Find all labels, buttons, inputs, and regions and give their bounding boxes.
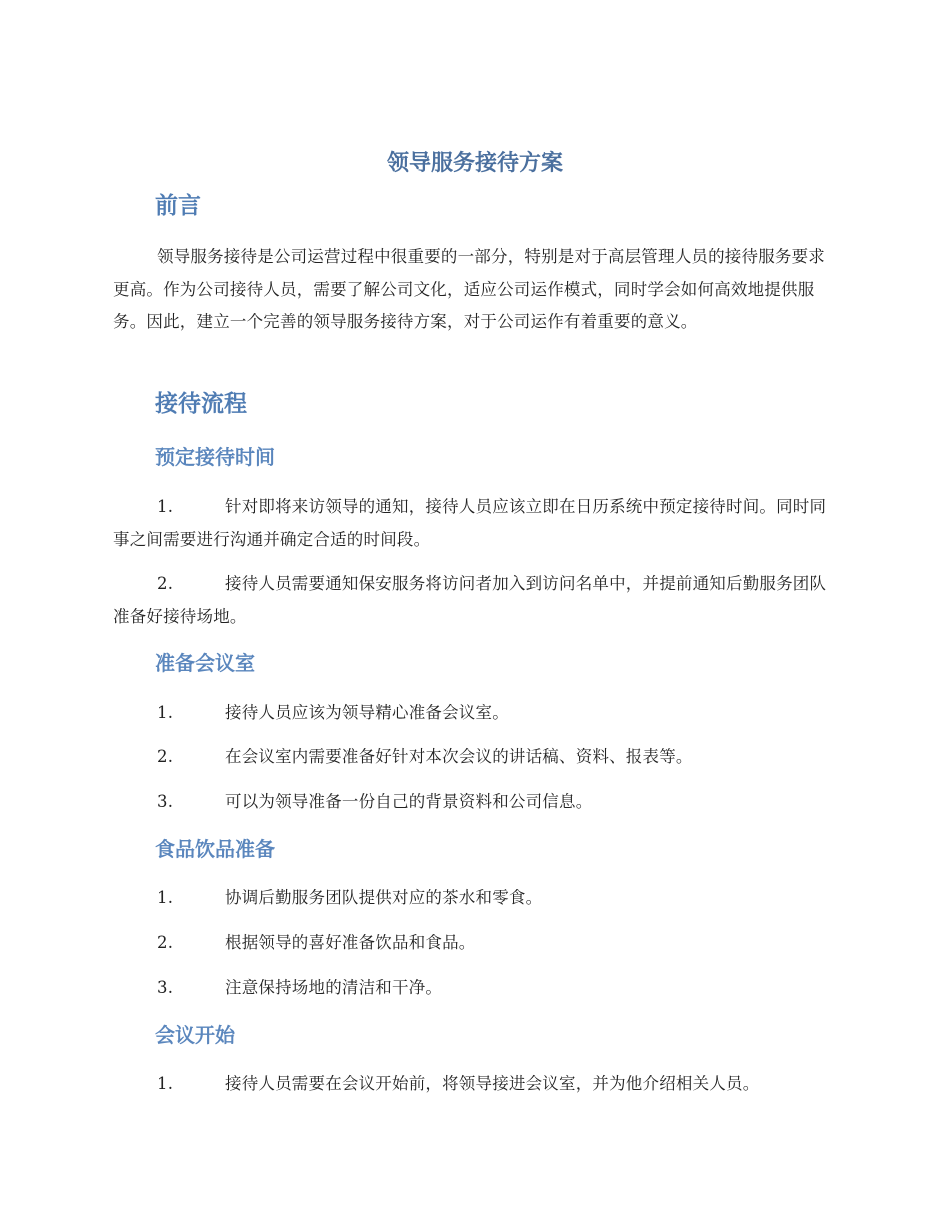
list-item-text: 在会议室内需要准备好针对本次会议的讲话稿、资料、报表等。 <box>225 747 693 766</box>
list-item-number: 2. <box>157 933 174 952</box>
list-item <box>113 927 840 960</box>
list-item <box>113 568 840 633</box>
list-item-text: 协调后勤服务团队提供对应的茶水和零食。 <box>225 888 543 907</box>
list-item-number: 3. <box>157 792 174 811</box>
list-item-text: 接待人员需要通知保安服务将访问者加入到访问名单中，并提前通知后勤服务团队准备好接待场地。 <box>113 574 827 626</box>
document-title: 领导服务接待方案 <box>386 151 563 176</box>
list-item <box>113 697 840 730</box>
list-item <box>113 882 840 915</box>
list-item-text: 根据领导的喜好准备饮品和食品。 <box>225 933 476 952</box>
list-item <box>113 786 840 819</box>
list-item-text: 接待人员需要在会议开始前，将领导接进会议室，并为他介绍相关人员。 <box>225 1074 760 1093</box>
list-item <box>113 1068 840 1101</box>
heading-schedule: 预定接待时间 <box>155 445 275 469</box>
preface-paragraph: 领导服务接待是公司运营过程中很重要的一部分，特别是对于高层管理人员的接待服务要求更高。作为公司接待人员，需要了解公司文化，适应公司运作模式，同时学会如何高效地提供服务。因此，建立一个完善的领导服务接待方案，对于公司运作有着重要的意义。 <box>113 247 825 331</box>
list-item <box>113 491 840 556</box>
list-item-number: 2. <box>157 747 174 766</box>
list-item-number: 3. <box>157 978 174 997</box>
heading-meeting-start: 会议开始 <box>155 1023 235 1047</box>
list-item-text: 针对即将来访领导的通知，接待人员应该立即在日历系统中预定接待时间。同时同事之间需要进行沟通并确定合适的时间段。 <box>113 497 827 549</box>
heading-food: 食品饮品准备 <box>155 837 275 861</box>
list-item-number: 1. <box>157 497 174 516</box>
list-item-number: 2. <box>157 574 174 593</box>
heading-meeting-room: 准备会议室 <box>155 651 255 675</box>
list-item-number: 1. <box>157 1074 174 1093</box>
list-item-text: 接待人员应该为领导精心准备会议室。 <box>225 703 509 722</box>
list-item-number: 1. <box>157 888 174 907</box>
list-item-text: 注意保持场地的清洁和干净。 <box>225 978 443 997</box>
heading-process: 接待流程 <box>155 391 247 417</box>
list-item <box>113 972 840 1005</box>
list-item-number: 1. <box>157 703 174 722</box>
list-item-text: 可以为领导准备一份自己的背景资料和公司信息。 <box>225 792 593 811</box>
heading-preface: 前言 <box>155 193 201 219</box>
list-item <box>113 741 840 774</box>
